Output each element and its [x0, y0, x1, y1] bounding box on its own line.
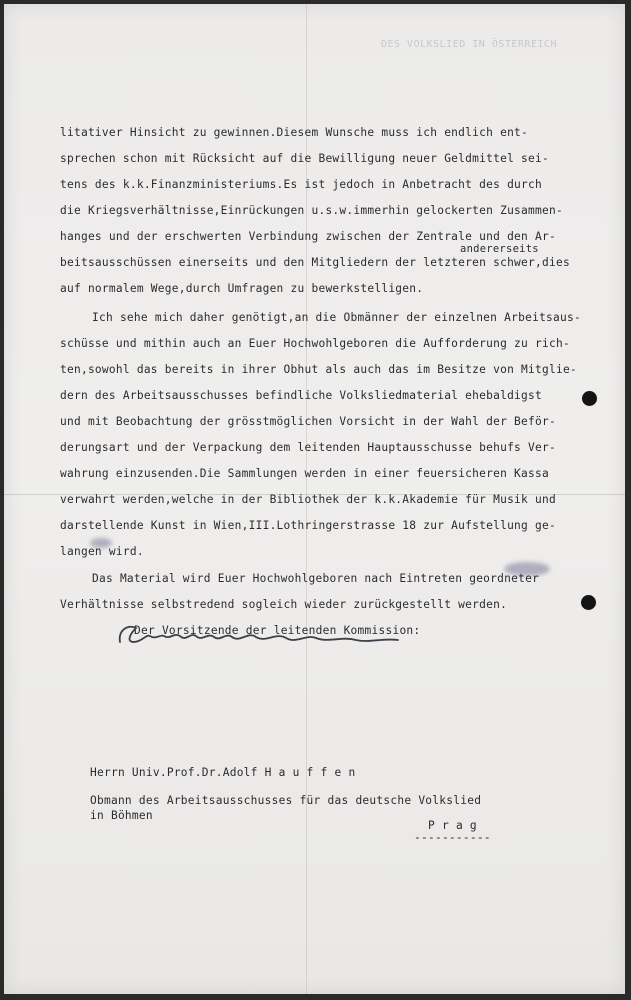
- letterhead-faint: [364, 38, 574, 51]
- body-line: die Kriegsverhältnisse,Einrückungen u.s.w.immerhin gelockerten Zusammen-: [60, 204, 563, 217]
- body-line: sprechen schon mit Rücksicht auf die Bewilligung neuer Geldmittel sei-: [60, 152, 549, 165]
- body-line: Verhältnisse selbstredend sogleich wieder zurückgestellt werden.: [60, 598, 508, 611]
- body-line: dern des Arbeitsausschusses befindliche Volksliedmaterial ehebaldigst: [60, 389, 542, 402]
- body-line: schüsse und mithin auch an Euer Hochwohlgeboren die Aufforderung zu rich-: [60, 337, 570, 350]
- body-line: beitsausschüssen einerseits und den Mitgliedern der letzteren schwer,dies: [60, 256, 570, 269]
- body-line: auf normalem Wege,durch Umfragen zu bewerkstelligen.: [60, 282, 424, 295]
- city-underline: -----------: [414, 831, 491, 844]
- body-line: langen wird.: [60, 545, 144, 558]
- punch-hole-upper: [582, 391, 597, 406]
- handwritten-signature: [116, 616, 406, 652]
- body-line: Ich sehe mich daher genötigt,an die Obmänner der einzelnen Arbeitsaus-: [92, 311, 581, 324]
- body-line: darstellende Kunst in Wien,III.Lothringerstrasse 18 zur Aufstellung ge-: [60, 519, 556, 532]
- recipient-name: Herrn Univ.Prof.Dr.Adolf H a u f f e n: [90, 766, 356, 779]
- body-line: verwahrt werden,welche in der Bibliothek der k.k.Akademie für Musik und: [60, 493, 556, 506]
- body-line: hanges und der erschwerten Verbindung zwischen der Zentrale und den Ar-: [60, 230, 556, 243]
- body-line: Das Material wird Euer Hochwohlgeboren nach Eintreten geordneter: [92, 572, 540, 585]
- recipient-title: Obmann des Arbeitsausschusses für das deutsche Volkslied: [90, 794, 482, 807]
- closing-line: Der Vorsitzende der leitenden Kommission:: [134, 624, 421, 637]
- body-line: litativer Hinsicht zu gewinnen.Diesem Wunsche muss ich endlich ent-: [60, 126, 529, 139]
- recipient-region: in Böhmen: [90, 809, 153, 822]
- body-line: wahrung einzusenden.Die Sammlungen werden in einer feuersicheren Kassa: [60, 467, 549, 480]
- body-line: ten,sowohl das bereits in ihrer Obhut als auch das im Besitze von Mitglie-: [60, 363, 577, 376]
- body-line: derungsart und der Verpackung dem leitenden Hauptausschusse behufs Ver-: [60, 441, 556, 454]
- interlinear-insertion: andererseits: [460, 243, 539, 255]
- body-line: tens des k.k.Finanzministeriums.Es ist jedoch in Anbetracht des durch: [60, 178, 542, 191]
- recipient-city: P r a g: [428, 819, 477, 832]
- body-line: und mit Beobachtung der grösstmöglichen Vorsicht in der Wahl der Beför-: [60, 415, 556, 428]
- letterhead-line: DES VOLKSLIED IN ÖSTERREICH: [380, 39, 558, 50]
- punch-hole-lower: [581, 595, 596, 610]
- letter-page: [4, 4, 625, 994]
